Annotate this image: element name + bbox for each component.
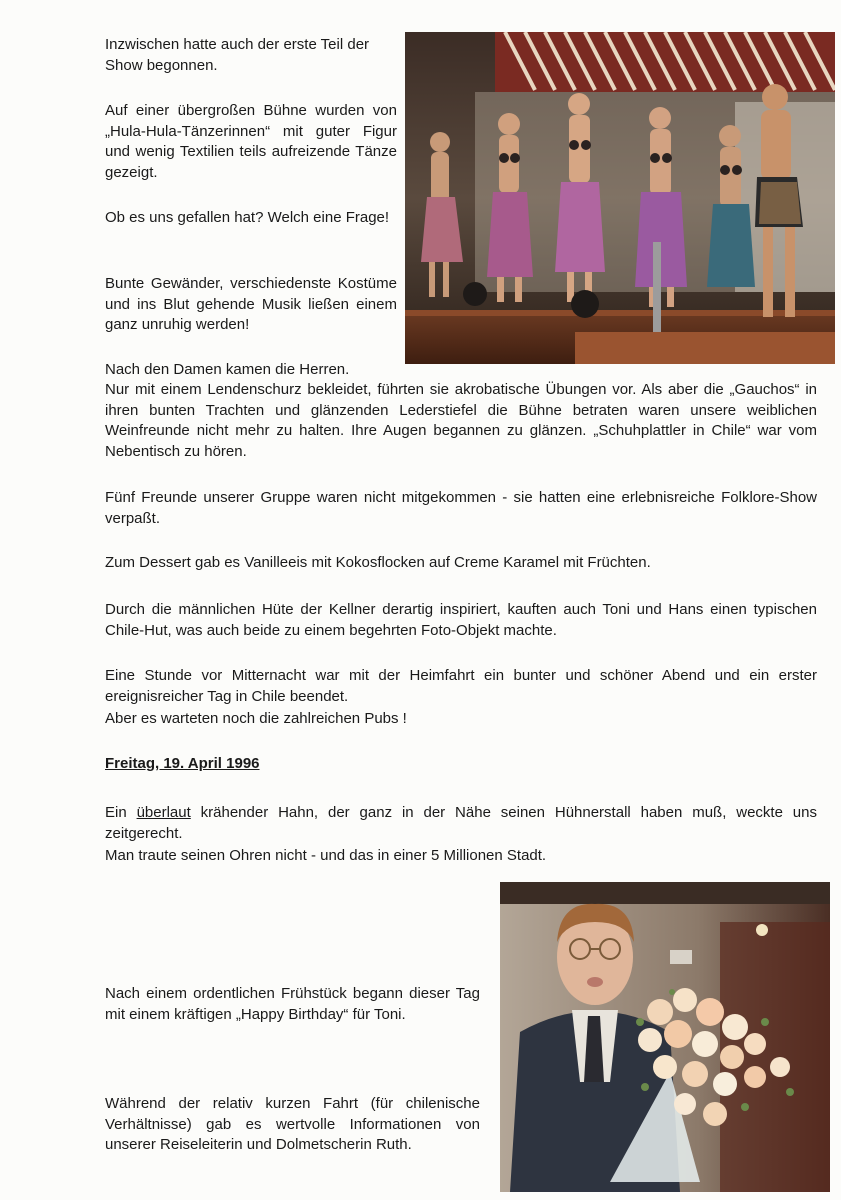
paragraph-friends: Fünf Freunde unserer Gruppe waren nicht mitgekommen - sie hatten eine erlebnisreiche Folklore-Show verpaßt. (105, 489, 817, 527)
paragraph-liked: Ob es uns gefallen hat? Welch eine Frage! (105, 209, 390, 226)
paragraph-dessert: Zum Dessert gab es Vanilleeis mit Kokosflocken auf Creme Karamel mit Früchten. (105, 554, 651, 571)
hula-dancers-photo (405, 32, 835, 364)
rooster-text-underlined: überlaut (136, 804, 191, 821)
paragraph-ears: Man traute seinen Ohren nicht - und das in einer 5 Millionen Stadt. (105, 847, 547, 864)
date-heading: Freitag, 19. April 1996 (105, 755, 260, 772)
paragraph-hats: Durch die männlichen Hüte der Kellner derartig inspiriert, kauften auch Toni und Hans einen typischen Chile-Hut, was auch beide zu einem begehrten Foto-Objekt machte. (105, 601, 817, 639)
paragraph-show-start: Inzwischen hatte auch der erste Teil der Show begonnen. (105, 36, 370, 74)
rooster-text-pre: Ein (105, 804, 137, 821)
rooster-text-post: krähender Hahn, der ganz in der Nähe seinen Hühnerstall haben muß, weckte uns zeitgerecht. (105, 804, 817, 842)
paragraph-men-line1: Nach den Damen kamen die Herren. (105, 361, 350, 378)
man-with-flowers-image (500, 882, 830, 1192)
paragraph-costumes: Bunte Gewänder, verschiedenste Kostüme und ins Blut gehende Musik ließen einem ganz unruhig werden! (105, 275, 397, 333)
paragraph-midnight: Eine Stunde vor Mitternacht war mit der Heimfahrt ein bunter und schöner Abend und ein erster ereignisreicher Tag in Chile beendet. (105, 667, 817, 705)
hula-dancers-image (405, 32, 835, 364)
paragraph-men: Nur mit einem Lendenschurz bekleidet, führten sie akrobatische Übungen vor. Als aber die „Gauchos“ in ihren bunten Trachten und glänzenden Lederstiefel die Bühne betraten waren unsere weiblichen Weinfreunde nicht mehr zu halten. Ihre Augen begannen zu glänzen. „Schuhplattler in Chile“ war vom Nebentisch zu hören. (105, 381, 817, 460)
birthday-photo (500, 882, 830, 1192)
paragraph-breakfast: Nach einem ordentlichen Frühstück begann dieser Tag mit einem kräftigen „Happy Birthday“ für Toni. (105, 985, 480, 1023)
paragraph-rooster (105, 803, 817, 844)
paragraph-pubs: Aber es warteten noch die zahlreichen Pubs ! (105, 710, 407, 727)
paragraph-stage: Auf einer übergroßen Bühne wurden von „Hula-Hula-Tänzerinnen“ mit guter Figur und wenig Textilien teils aufreizende Tänze gezeigt. (105, 102, 397, 181)
paragraph-ride: Während der relativ kurzen Fahrt (für chilenische Verhältnisse) gab es wertvolle Informationen von unserer Reiseleiterin und Dolmetscherin Ruth. (105, 1095, 480, 1153)
